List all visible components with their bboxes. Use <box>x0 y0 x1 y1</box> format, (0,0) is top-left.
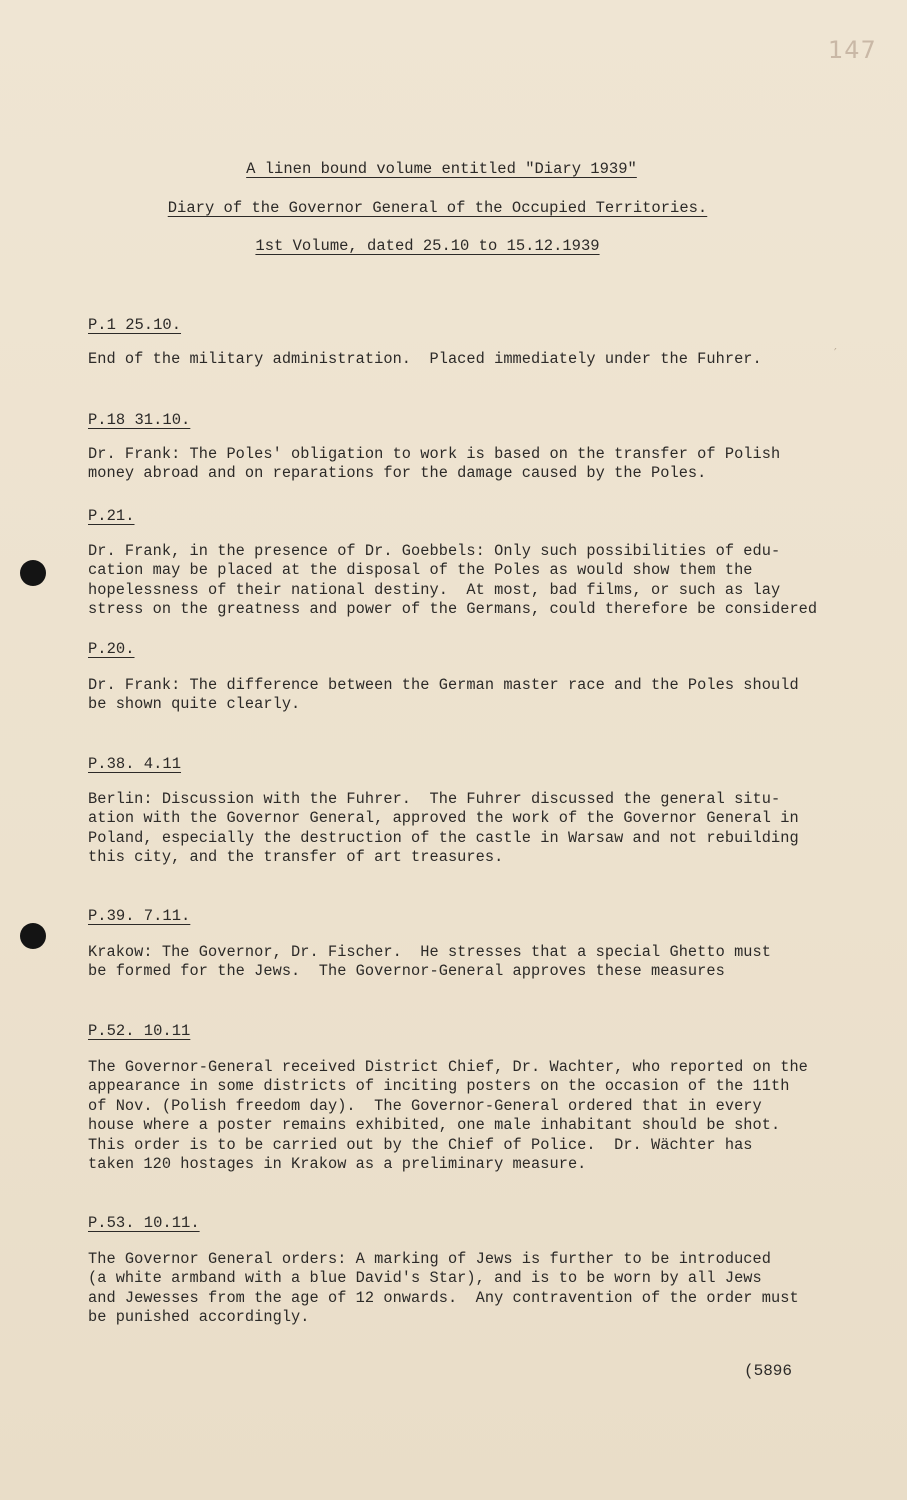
entry-ref-6: P.39. 7.11. <box>88 907 191 925</box>
entry-text-3: Dr. Frank, in the presence of Dr. Goebbels: Only such possibilities of edu- cation may be placed at the disposal of the Poles as would show them the hopelessness of their national destiny. At most, bad films, or such as lay stress on the greatness and power of the Germans, could therefore be considered <box>88 542 818 619</box>
entry-text-1: End of the military administration. Placed immediately under the Fuhrer. <box>88 350 762 368</box>
entry-text-4: Dr. Frank: The difference between the German master race and the Poles should be shown quite clearly. <box>88 676 799 714</box>
punch-hole-top <box>20 560 46 586</box>
entry-text-7: The Governor-General received District Chief, Dr. Wachter, who reported on the appearance in some districts of inciting posters on the occasion of the 11th of Nov. (Polish freedom day). The Governor-General ordered that in every house where a poster remains exhibited, one male inhabitant should be shot. This order is to be carried out by the Chief of Police. Dr. Wächter has taken 120 hostages in Krakow as a preliminary measure. <box>88 1058 808 1174</box>
entry-ref-4: P.20. <box>88 640 135 658</box>
diary-title: Diary of the Governor General of the Occupied Territories. <box>167 199 708 217</box>
punch-hole-bottom <box>20 923 46 949</box>
entry-ref-7: P.52. 10.11 <box>88 1022 191 1040</box>
entry-ref-5: P.38. 4.11 <box>88 755 182 773</box>
document-number: (5896 <box>744 1362 793 1380</box>
entry-text-8: The Governor General orders: A marking of Jews is further to be introduced (a white armband with a blue David's Star), and is to be worn by all Jews and Jewesses from the age of 12 onwards. Any contravention of the order must be punished accordingly. <box>88 1250 799 1327</box>
entry-ref-8: P.53. 10.11. <box>88 1214 200 1232</box>
margin-tick: ′ <box>834 346 837 360</box>
entry-text-6: Krakow: The Governor, Dr. Fischer. He stresses that a special Ghetto must be formed for the Jews. The Governor-General approves these measures <box>88 943 771 981</box>
entry-text-5: Berlin: Discussion with the Fuhrer. The Fuhrer discussed the general situ- ation with the Governor General, approved the work of the Governor General in Poland, especially the destruction of the castle in Warsaw and not rebuilding this city, and the transfer of art treasures. <box>88 790 799 867</box>
entry-ref-1: P.1 25.10. <box>88 316 182 334</box>
entry-text-2: Dr. Frank: The Poles' obligation to work is based on the transfer of Polish money abroad and on reparations for the damage caused by the Poles. <box>88 445 781 483</box>
page-number: 147 <box>828 36 877 64</box>
entry-ref-2: P.18 31.10. <box>88 411 191 429</box>
volume-title: A linen bound volume entitled "Diary 1939" <box>246 160 637 178</box>
volume-dates: 1st Volume, dated 25.10 to 15.12.1939 <box>255 237 600 255</box>
entry-ref-3: P.21. <box>88 507 135 525</box>
